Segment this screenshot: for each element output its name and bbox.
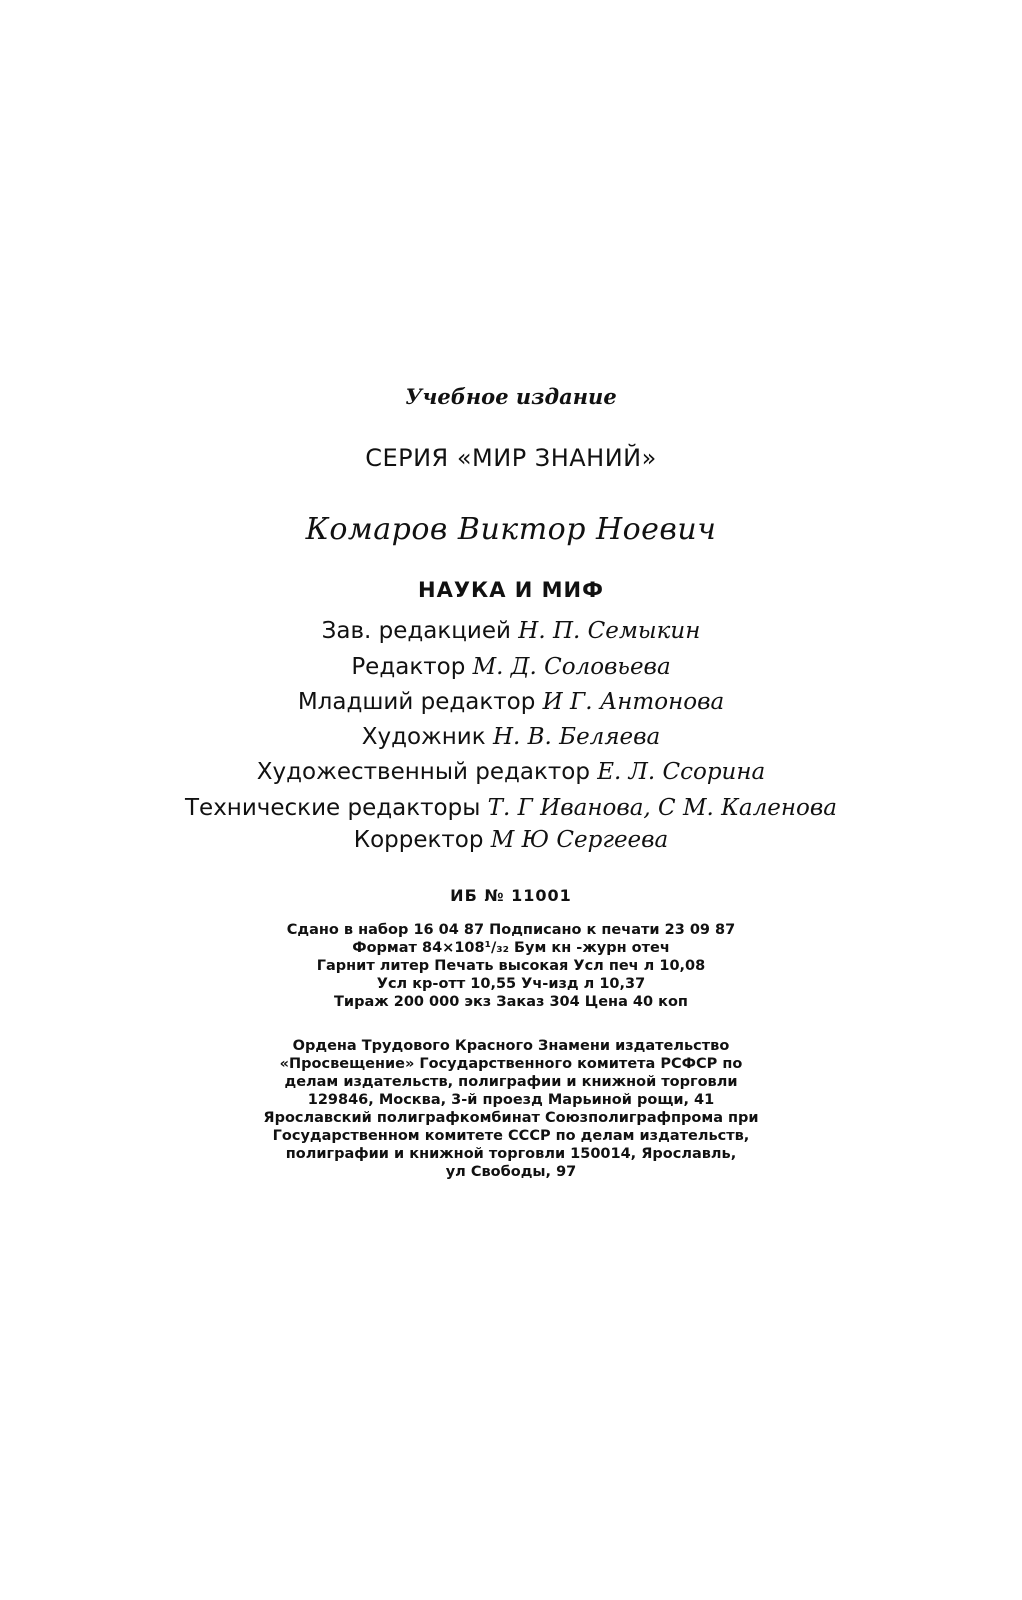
publisher-line: Ордена Трудового Красного Знамени издательство: [292, 1038, 730, 1054]
credit-name: Н. П. Семыкин: [518, 618, 701, 644]
credit-role: Младший редактор: [297, 689, 536, 715]
credit-line: [0, 689, 1022, 715]
book-title: НАУКА И МИФ: [418, 578, 604, 602]
credit-name: М Ю Сергеева: [490, 827, 669, 853]
credit-role: Художественный редактор: [256, 759, 590, 785]
publisher-line: Государственном комитете СССР по делам издательств,: [272, 1128, 750, 1144]
edition-type: Учебное издание: [405, 384, 617, 409]
credit-line: [0, 795, 1022, 821]
publisher-line: делам издательств, полиграфии и книжной торговли: [284, 1074, 738, 1090]
credit-role: Технические редакторы: [185, 795, 481, 821]
publisher-line: 129846, Москва, 3-й проезд Марьиной рощи, 41: [307, 1092, 715, 1108]
credit-role: Художник: [361, 724, 486, 750]
publisher-line: полиграфии и книжной торговли 150014, Ярославль,: [285, 1146, 737, 1162]
series-title: СЕРИЯ «МИР ЗНАНИЙ»: [365, 444, 657, 472]
credit-line: [0, 654, 1022, 680]
imprint-line: Гарнит литер Печать высокая Усл печ л 10,08: [316, 958, 706, 974]
publisher-line: «Просвещение» Государственного комитета РСФСР по: [279, 1056, 743, 1072]
author-name: Комаров Виктор Ноевич: [305, 512, 717, 547]
imprint-line: Формат 84×108¹/₃₂ Бум кн -журн отеч: [352, 940, 670, 956]
imprint-line: Сдано в набор 16 04 87 Подписано к печати 23 09 87: [286, 922, 736, 938]
credit-name: И Г. Антонова: [542, 689, 725, 715]
credit-name: Т. Г Иванова, С М. Каленова: [487, 795, 837, 821]
credit-line: [0, 827, 1022, 853]
credit-line: [0, 618, 1022, 644]
imprint-line: Усл кр-отт 10,55 Уч-изд л 10,37: [376, 976, 646, 992]
credit-name: Е. Л. Ссорина: [597, 759, 766, 785]
credit-line: [0, 759, 1022, 785]
imprint-line: Тираж 200 000 экз Заказ 304 Цена 40 коп: [334, 994, 688, 1010]
credit-name: Н. В. Беляева: [492, 724, 661, 750]
publisher-line: ул Свободы, 97: [445, 1164, 577, 1180]
credit-role: Редактор: [351, 654, 466, 680]
credit-name: М. Д. Соловьева: [472, 654, 671, 680]
ib-number: ИБ № 11001: [450, 886, 572, 905]
credit-role: Зав. редакцией: [321, 618, 511, 644]
publisher-line: Ярославский полиграфкомбинат Союзполиграфпрома при: [263, 1110, 759, 1126]
credit-line: [0, 724, 1022, 750]
credit-role: Корректор: [353, 827, 484, 853]
